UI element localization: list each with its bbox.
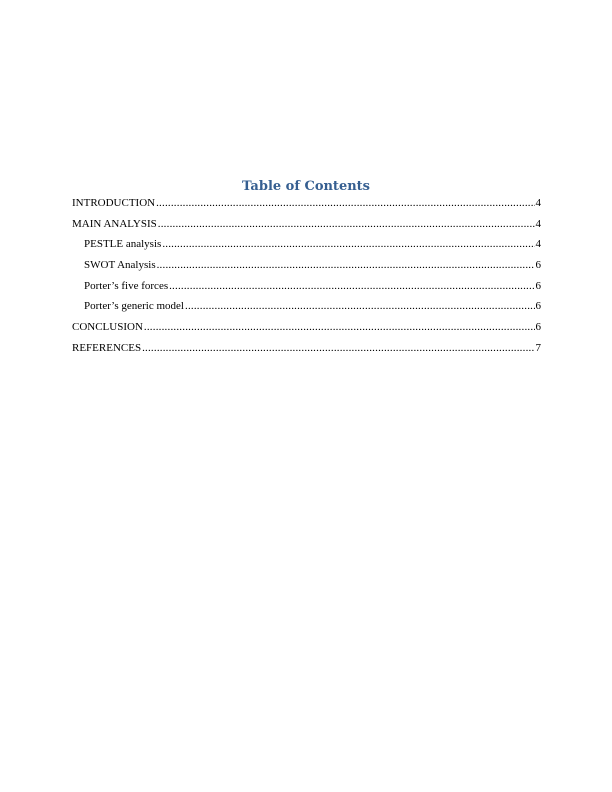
toc-dot-leader — [162, 238, 534, 251]
toc-entry-pestle-analysis[interactable] — [72, 238, 541, 259]
toc-title: Table of Contents — [242, 179, 370, 194]
toc-dot-leader — [156, 197, 534, 210]
toc-entry-main-analysis[interactable] — [72, 218, 541, 239]
toc-dot-leader — [144, 321, 535, 334]
toc-dot-leader — [169, 280, 534, 293]
toc-page-number: 6 — [535, 259, 541, 272]
toc-page-number: 4 — [535, 217, 541, 230]
toc-page-number: 6 — [535, 300, 541, 313]
toc-page-number: 6 — [535, 321, 541, 334]
toc-page-number: 7 — [535, 341, 541, 354]
toc-page-number: 4 — [535, 197, 541, 209]
toc-entry-conclusion[interactable] — [72, 321, 541, 342]
toc-entry-label: CONCLUSION — [72, 321, 143, 334]
toc-entry-label: MAIN ANALYSIS — [72, 217, 157, 230]
toc-entry-label: SWOT Analysis — [84, 259, 156, 272]
toc-entry-introduction[interactable] — [72, 197, 541, 218]
toc-entry-label: PESTLE analysis — [84, 238, 162, 251]
toc-dot-leader — [142, 342, 534, 355]
toc-dot-leader — [185, 300, 535, 313]
toc-entry-porters-five-forces[interactable] — [72, 280, 541, 301]
toc-dot-leader — [157, 259, 535, 272]
toc-entry-label: REFERENCES — [72, 341, 142, 354]
toc-list — [72, 197, 541, 363]
toc-dot-leader — [158, 218, 535, 231]
toc-entry-porters-generic-model[interactable] — [72, 300, 541, 321]
toc-entry-swot-analysis[interactable] — [72, 259, 541, 280]
toc-entry-label: Porter’s five forces — [84, 279, 169, 292]
toc-page-number: 4 — [535, 238, 541, 251]
toc-entry-references[interactable] — [72, 342, 541, 363]
toc-entry-label: INTRODUCTION — [72, 197, 156, 209]
toc-entry-label: Porter’s generic model — [84, 300, 184, 313]
toc-page-number: 6 — [535, 279, 541, 292]
